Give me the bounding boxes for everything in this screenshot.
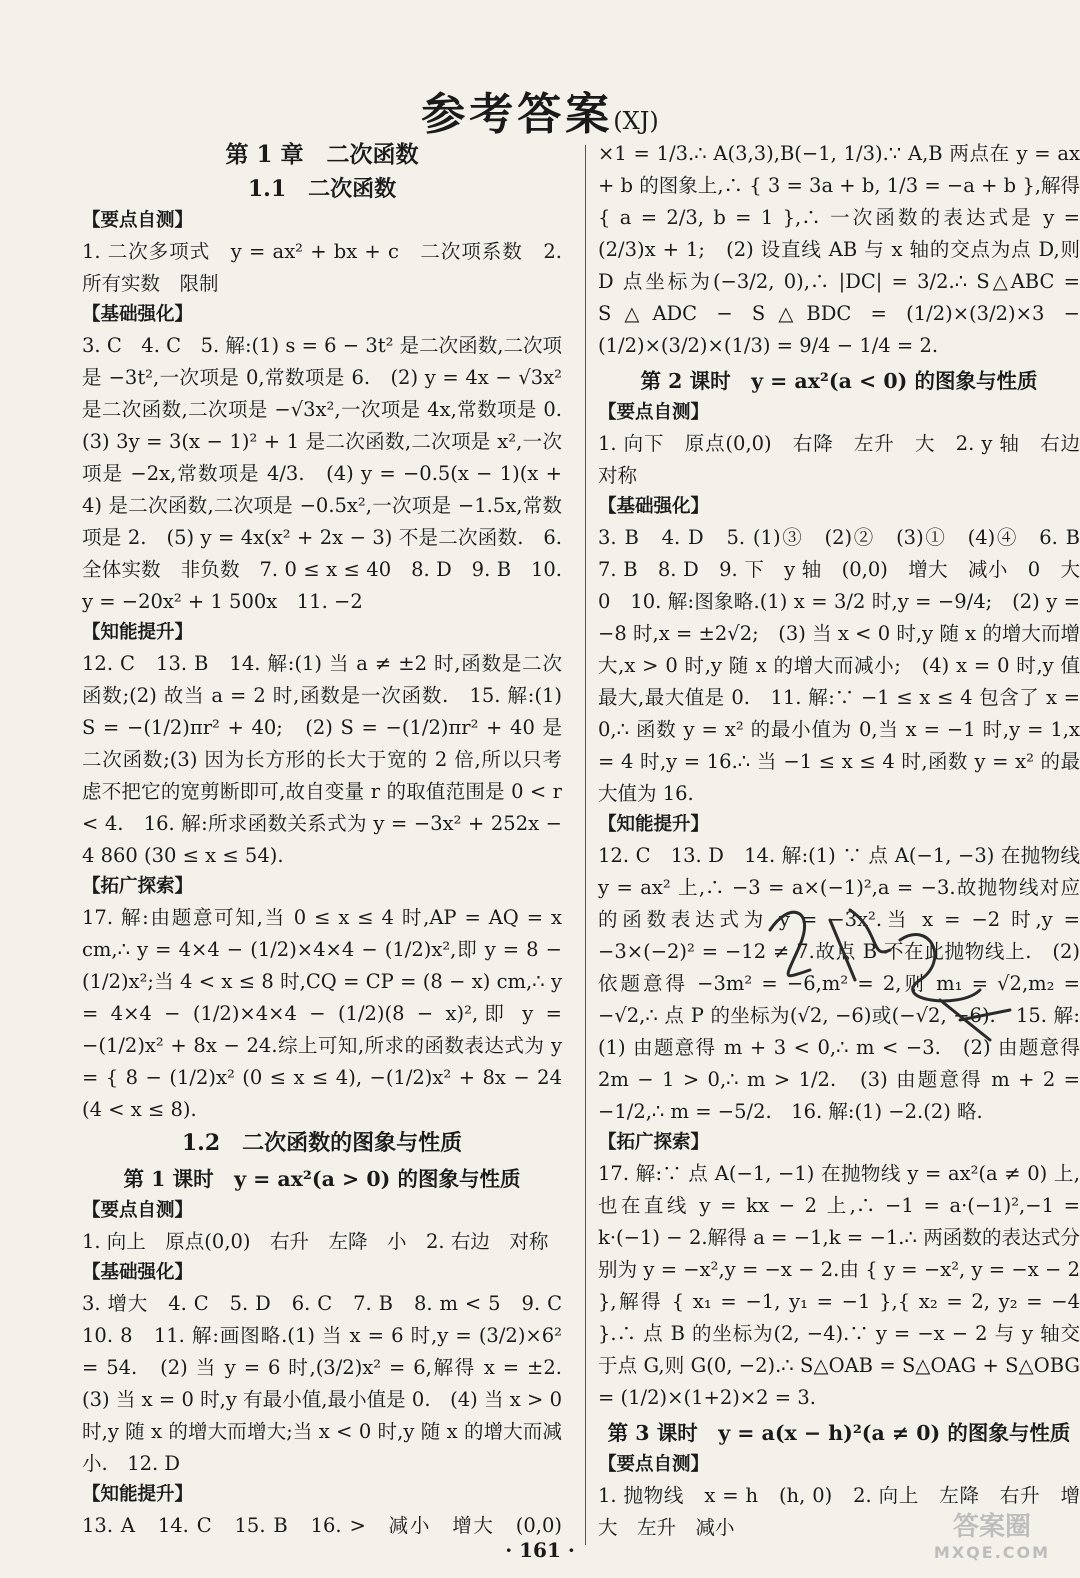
answer-text: 1. 向上 原点(0,0) 右升 左降 小 2. 右边 对称	[82, 1230, 549, 1253]
answer-text: 1. 二次多项式 y = ax² + bx + c 二次项系数 2. 所有实数 限制	[82, 240, 562, 295]
lesson-heading-3: 第 3 课时 y = a(x − h)²(a ≠ 0) 的图象与性质	[607, 1421, 1071, 1445]
page-title-sub: (XJ)	[613, 107, 659, 135]
answer-text: 3. 增大 4. C 5. D 6. C 7. B 8. m < 5 9. C 10. 8 11. 解:画图略.(1) 当 x = 6 时,y = (3/2)×6² = 54. (2) 当 y = 6 时,(3/2)x² = 6,解得 x = ±2. (3) 当 x = 0 时,y 有最小值,最小值是 0. (4) 当 x > 0 时,y 随 x 的增大而增大;当 x < 0 时,y 随 x 的增大而减小. 12. D	[82, 1292, 562, 1475]
answer-text: 1. 向下 原点(0,0) 右降 左升 大 2. y 轴 右边 对称	[598, 432, 1080, 487]
right-column	[598, 138, 1080, 1538]
answer-text: 12. C 13. D 14. 解:(1) ∵ 点 A(−1, −3) 在抛物线 y = ax² 上,∴ −3 = a×(−1)²,a = −3.故抛物线对应的函数表达式为 y = −3x².当 x = −2 时,y = −3×(−2)² = −12 ≠ 7.故点 B 不在此抛物线上. (2) 依题意得 −3m² = −6,m² = 2,则 m₁ = √2,m₂ = −√2,∴ 点 P 的坐标为(√2, −6)或(−√2, −6). 15. 解:(1) 由题意得 m + 3 < 0,∴ m < −3. (2) 由题意得 2m − 1 > 0,∴ m > 1/2. (3) 由题意得 m + 2 = −1/2,∴ m = −5/2. 16. 解:(1) −2.(2) 略.	[598, 844, 1080, 1123]
section-heading-1-1: 1.1 二次函数	[247, 176, 397, 202]
block-label: 【基础强化】	[598, 496, 710, 517]
handwritten-scribble	[760, 890, 1020, 1050]
block-label: 【拓广探索】	[598, 1132, 710, 1153]
left-column	[82, 138, 562, 1538]
column-divider	[585, 145, 586, 1545]
answer-text: 1. 抛物线 x = h (h, 0) 2. 向上 左降 右升 增大 左升 减小	[598, 1484, 1080, 1538]
block-label: 【知能提升】	[82, 622, 194, 643]
answer-text: 17. 解:∵ 点 A(−1, −1) 在抛物线 y = ax²(a ≠ 0) 上,也在直线 y = kx − 2 上,∴ −1 = a·(−1)²,−1 = k·(−1) − 2.解得 a = −1,k = −1.∴ 两函数的表达式分别为 y = −x²,y = −x − 2.由 { y = −x², y = −x − 2 },解得 { x₁ = −1, y₁ = −1 },{ x₂ = 2, y₂ = −4 }.∴ 点 B 的坐标为(2, −4).∵ y = −x − 2 与 y 轴交于点 G,则 G(0, −2).∴ S△OAB = S△OAG + S△OBG = (1/2)×(1+2)×2 = 3.	[598, 1162, 1080, 1409]
block-label: 【知能提升】	[598, 814, 710, 835]
answer-text: 12. C 13. B 14. 解:(1) 当 a ≠ ±2 时,函数是二次函数;(2) 故当 a = 2 时,函数是一次函数. 15. 解:(1) S = −(1/2)πr² + 40; (2) S = −(1/2)πr² + 40 是二次函数;(3) 因为长方形的长大于宽的 2 倍,所以只考虑不把它的宽剪断即可,故自变量 r 的取值范围是 0 < r < 4. 16. 解:所求函数关系式为 y = −3x² + 252x − 4 860 (30 ≤ x ≤ 54).	[82, 652, 562, 867]
answer-text: 3. C 4. C 5. 解:(1) s = 6 − 3t² 是二次函数,二次项是 −3t²,一次项是 0,常数项是 6. (2) y = 4x − √3x² 是二次函数,二次项是 −√3x²,一次项是 4x,常数项是 0. (3) 3y = 3(x − 1)² + 1 是二次函数,二次项是 x²,一次项是 −2x,常数项是 4/3. (4) y = −0.5(x − 1)(x + 4) 是二次函数,二次项是 −0.5x²,一次项是 −1.5x,常数项是 2. (5) y = 4x(x² + 2x − 3) 不是二次函数. 6. 全体实数 非负数 7. 0 ≤ x ≤ 40 8. D 9. B 10. y = −20x² + 1 500x 11. −2	[82, 334, 562, 613]
chapter-heading: 第 1 章 二次函数	[225, 141, 419, 168]
page-title-main: 参考答案	[421, 89, 614, 140]
block-label: 【拓广探索】	[82, 876, 194, 897]
block-label: 【基础强化】	[82, 304, 194, 325]
block-label: 【要点自测】	[82, 210, 194, 231]
section-heading-1-2: 1.2 二次函数的图象与性质	[181, 1130, 463, 1156]
page-title	[0, 78, 1080, 142]
block-label: 【要点自测】	[82, 1200, 194, 1221]
site-watermark	[912, 1512, 1072, 1572]
watermark-text: 答案圈	[952, 1512, 1031, 1542]
page-number: · 161 ·	[505, 1538, 575, 1562]
lesson-heading-2: 第 2 课时 y = ax²(a < 0) 的图象与性质	[640, 369, 1038, 393]
watermark-url: MXQE.COM	[933, 1543, 1051, 1562]
answer-text: 17. 解:由题意可知,当 0 ≤ x ≤ 4 时,AP = AQ = x cm,∴ y = 4×4 − (1/2)×4×4 − (1/2)x²,即 y = 8 − (1/2)x²;当 4 < x ≤ 8 时,CQ = CP = (8 − x) cm,∴ y = 4×4 − (1/2)×4×4 − (1/2)(8 − x)²,即 y = −(1/2)x² + 8x − 24.综上可知,所求的函数表达式为 y = { 8 − (1/2)x² (0 ≤ x ≤ 4), −(1/2)x² + 8x − 24 (4 < x ≤ 8).	[82, 906, 562, 1121]
answer-text: 13. A 14. C 15. B 16. > 减小 增大 (0,0)	[82, 1514, 562, 1537]
block-label: 【要点自测】	[598, 402, 710, 423]
answer-text: 3. B 4. D 5. (1)③ (2)② (3)① (4)④ 6. B 7. B 8. D 9. 下 y 轴 (0,0) 增大 减小 0 大 0 10. 解:图象略.(1) x = 3/2 时,y = −9/4; (2) y = −8 时,x = ±2√2; (3) 当 x < 0 时,y 随 x 的增大而增大,x > 0 时,y 随 x 的增大而减小; (4) x = 0 时,y 值最大,最大值是 0. 11. 解:∵ −1 ≤ x ≤ 4 包含了 x = 0,∴ 函数 y = x² 的最小值为 0,当 x = −1 时,y = 1,x = 4 时,y = 16.∴ 当 −1 ≤ x ≤ 4 时,函数 y = x² 的最大值为 16.	[598, 526, 1080, 805]
block-label: 【要点自测】	[598, 1454, 710, 1475]
block-label: 【基础强化】	[82, 1262, 194, 1283]
block-label: 【知能提升】	[82, 1484, 194, 1505]
answer-text-continued: ×1 = 1/3.∴ A(3,3),B(−1, 1/3).∵ A,B 两点在 y = ax + b 的图象上,∴ { 3 = 3a + b, 1/3 = −a + b },解得 { a = 2/3, b = 1 },∴ 一次函数的表达式是 y = (2/3)x + 1; (2) 设直线 AB 与 x 轴的交点为点 D,则 D 点坐标为(−3/2, 0),∴ |DC| = 3/2.∴ S△ABC = S△ADC − S△BDC = (1/2)×(3/2)×3 − (1/2)×(3/2)×(1/3) = 9/4 − 1/4 = 2.	[598, 142, 1080, 357]
lesson-heading-1: 第 1 课时 y = ax²(a > 0) 的图象与性质	[123, 1167, 521, 1191]
